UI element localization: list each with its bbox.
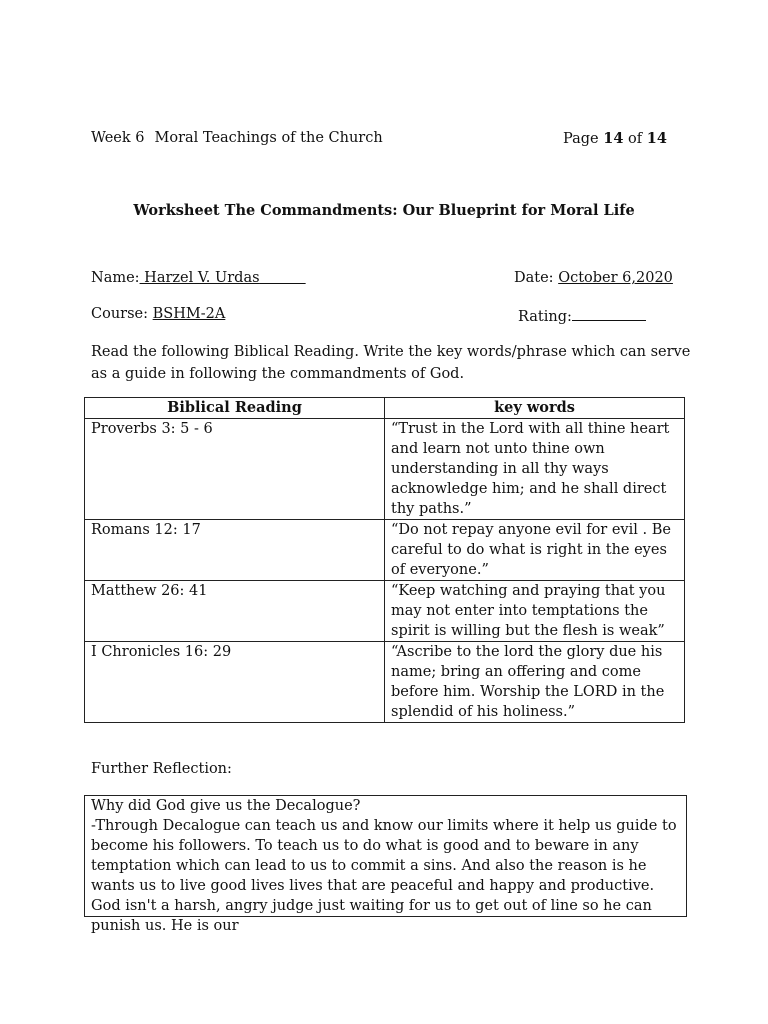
page-indicator [563,130,667,147]
table-row [85,520,685,581]
course-value: BSHM-2A [152,306,226,322]
name-label: Name: [91,270,140,286]
date-label: Date: [514,270,554,286]
key-words-cell: “Ascribe to the lord the glory due his name; bring an offering and come before him. Worship the LORD in the splendid of his holiness.” [385,642,685,723]
header-key-words: key words [385,398,685,419]
course-field [91,306,225,322]
header-biblical-reading: Biblical Reading [85,398,385,419]
week-label: Week 6 [91,130,145,146]
page-current: 14 [603,130,624,147]
subject-label: Moral Teachings of the Church [154,130,383,146]
rating-field [518,306,646,325]
further-reflection-label: Further Reflection: [91,761,232,777]
reflection-answer: -Through Decalogue can teach us and know our limits where it help us guide to become his followers. To teach us to do what is good and to beware in any temptation which can lead to us to commit a sins. And also the reason is he wants us to live good lives lives that are peaceful and happy and productive. God isn't a harsh, angry judge just waiting for us to get out of line so he can punish us. He is our [91,818,677,934]
rating-label: Rating: [518,309,572,325]
date-field [514,270,673,286]
page-prefix: Page [563,131,599,147]
reflection-box [84,795,687,934]
reading-cell: Romans 12: 17 [85,520,385,581]
page-of: of [628,131,643,147]
name-field [91,270,306,286]
rating-blank [572,306,646,321]
instructions: Read the following Biblical Reading. Write the key words/phrase which can serve as a guide in following the commandments of God. [91,344,691,382]
key-words-cell: “Trust in the Lord with all thine heart and learn not unto thine own understanding in all thy ways acknowledge him; and he shall direct thy paths.” [385,419,685,520]
reading-cell: Matthew 26: 41 [85,581,385,642]
reading-cell: Proverbs 3: 5 - 6 [85,419,385,520]
name-value: Harzel V. Urdas [139,270,260,286]
worksheet-title: Worksheet The Commandments: Our Blueprint for Moral Life [133,202,635,219]
page-total: 14 [646,130,667,147]
reflection-question: Why did God give us the Decalogue? [91,798,361,814]
biblical-reading-table [84,397,685,723]
header-course-title [91,130,383,146]
table-row [85,419,685,520]
table-row [85,642,685,723]
reading-cell: I Chronicles 16: 29 [85,642,385,723]
table-header-row [85,398,685,419]
table-row [85,581,685,642]
key-words-cell: “Do not repay anyone evil for evil . Be careful to do what is right in the eyes of everyone.” [385,520,685,581]
date-value: October 6,2020 [558,270,673,286]
course-label: Course: [91,306,149,322]
key-words-cell: “Keep watching and praying that you may not enter into temptations the spirit is willing but the flesh is weak” [385,581,685,642]
